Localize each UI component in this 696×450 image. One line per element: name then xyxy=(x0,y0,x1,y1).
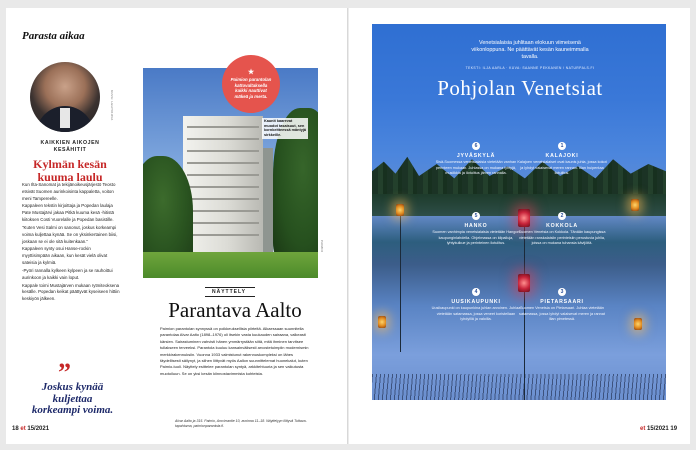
kicker-rule-top xyxy=(205,287,255,288)
column-kicker: KAIKKIEN AIKOJEN KESÄHITIT xyxy=(40,140,100,154)
venue-text: Kalajoen venetsialaiset ovat kaunis juhla, jossa kokot ja lyhdyt valaisevat meren rannan. Illan huipentaa ilotulitus. xyxy=(517,160,607,175)
article-kicker: NÄYTTELY xyxy=(212,289,246,295)
venue-title: JYVÄSKYLÄ xyxy=(456,153,496,159)
page-number: 18 xyxy=(12,426,19,432)
venue-text: Suomen Venetsia on Pietarsaari. Juhlaa vietetään satamassa, jossa lyhdyt valaisevat meren ja rannat illan pimetessä. xyxy=(519,306,605,321)
column-paragraph: "Kuten Vesi Salmi on sanonut, joskus korkeampi voima kuljettaa kynää. Se on yksinkertainen biisi, joskaan se ei ole sitä kuitenkaan." xyxy=(22,224,118,244)
venue-text: Sisä-Suomessa venetsialaisia vietetään vanhan perinteen mukaan. Juhlassa on mukana lyhtyjä, musiikkia ja ilotulitus järven rannalla. xyxy=(435,160,517,175)
section-title: Parasta aikaa xyxy=(22,30,85,42)
venue-title: UUSIKAUPUNKI xyxy=(451,299,501,305)
venue-item xyxy=(516,280,608,323)
venue-number: 5 xyxy=(472,212,480,220)
venue-number: 4 xyxy=(472,288,480,296)
venue-number: 2 xyxy=(558,212,566,220)
column-paragraph: -Pyöri rannalla kylkeen kylpeen ja se rauhoittui aurinkoon ja kaikki vain loput. xyxy=(22,267,113,280)
venue-text: Suomen Venetsia on Kokkola. Tänään kaupungissa vietetään ranskalaisiin perinteisiin perustuvia juhlia, joissa on mukana tuhansia kävijöitä. xyxy=(518,230,606,245)
venue-text: Uusikaupunki on kaupunkina juhlan arvoinen. Juhlaa vietetään satamassa, jossa veneet koristellaan lyhdyillä ja valoilla. xyxy=(431,306,521,321)
photo-credit: PAIMIO xyxy=(320,240,324,253)
issue-number: 15/2021 xyxy=(27,426,50,432)
venue-number: 3 xyxy=(558,288,566,296)
venue-title: PIETARSAARI xyxy=(540,299,584,305)
venue-item xyxy=(516,204,608,247)
author-portrait xyxy=(30,62,100,132)
lantern-pole xyxy=(400,212,401,352)
article-body xyxy=(160,326,310,377)
column-body xyxy=(22,182,120,304)
venue-text: Suomen vanhimpia venetsialaisia vietetään Hangon kaupunginlahdella. Ohjelmassa on kilpailuja, lyhtykulkue ja perinteinen ilotulitus. xyxy=(432,230,520,245)
pull-quote: Joskus kynää kuljettaa korkeampi voima. xyxy=(31,381,114,417)
photo-caption: Kaunit kaarevat muodot tasaisuut, sen kornkeitteessä mäntyjä sirkkeille. xyxy=(264,119,306,138)
lantern-icon xyxy=(378,316,386,328)
portrait-shirt xyxy=(60,108,70,128)
venue-item xyxy=(516,134,608,177)
star-icon: ★ xyxy=(247,68,255,76)
lantern-icon xyxy=(396,204,404,216)
magazine-logo: et xyxy=(640,426,646,432)
red-badge xyxy=(222,55,280,113)
feature-title: Pohjolan Venetsiat xyxy=(437,76,603,100)
lantern-icon xyxy=(634,318,642,330)
article-title: Parantava Aalto xyxy=(168,298,302,322)
quote-mark-icon: ” xyxy=(58,358,71,387)
sanatorium-building xyxy=(183,116,263,256)
right-page-number xyxy=(640,426,677,432)
issue-number: 15/2021 xyxy=(647,426,669,432)
venue-number: 6 xyxy=(472,142,480,150)
column-paragraph: Kun Ilta-Sanomat ja tekijänoikeusjärjestö Teosto etsivät Suomen aurinkoisinta kappaletta, voiton meni Tampereelle. xyxy=(22,182,116,201)
magazine-logo: et xyxy=(20,426,26,432)
article-credit: TEKSTI: ILJA AARLA · KUVA: SAANNE PEKKANEN / NATURPALS.FI xyxy=(465,66,595,70)
venue-item xyxy=(430,204,522,247)
reeds xyxy=(372,374,666,400)
badge-text: Paimion parantolan kattovaltaksella kaikki nauttivat mäkeä ja merta. xyxy=(230,77,272,99)
venue-title: KOKKOLA xyxy=(546,223,578,229)
article-paragraph: Paimion parantolan synnyssä on poikkeuksellisia piirteitä. Alkaessaan suunnitella parantolaa Alvar Aalto (1898–1976) oli itsekin vasta kuukauden sairaana, valkeasti kärsien. Sairastuminen vahvisti hänen ymmärrystään siitä, mitä ihminen tarvitsee tullakseen terveeksi. Parantola kuuluu kansainvälisesti arvostetuimpiin modernismin merkkirakennuksiin. Vuonna 1933 valmistunut rakennuskompleksi on lähes täydellisesti säilynyt, ja siihen liittyvät myös Aallon suunnittelemat huonekalut, kuten Paimio-tuoli. Näyttely esittelee parantolan syntyä, arkkitehtuuria ja sen vaikutusta muotoiluun. Se on yksi kesän kiinnostavimmista kohteista. xyxy=(160,326,309,376)
venue-number: 1 xyxy=(558,142,566,150)
column-paragraph: Kappale toimi Mustajärven mukaan rytmiteoksena kesälle. Popedan keikat päättyvät kyseiseen hittiin keskiyön jälkeen. xyxy=(22,282,120,302)
photo-lawn xyxy=(143,252,318,278)
kicker-rule-bottom xyxy=(205,296,255,297)
page-gutter xyxy=(347,8,349,444)
venue-item xyxy=(430,280,522,323)
left-page-number xyxy=(12,426,49,432)
photo-credit: KUVA: LEHTIKUVA xyxy=(110,90,114,121)
column-paragraph: Kappaleen tekstin kirjoittaja ja Popedan laulaja Pate Mustajärvi jakaa Pitkä kuuma kesä -hitistä kiitoksen Costi Vuorelalle ja Popedan basistille. xyxy=(22,203,114,223)
article-caption: Alvar Aalto ja 315. Paimio, Arovirrantie 10, avoinna 11–18. Näyttelyyn liittyvä Tuttava-tapahtuma, paimionparantola.fi. xyxy=(175,419,307,428)
column-headline: Kylmän kesän kuuma laulu xyxy=(33,157,107,184)
lantern-icon xyxy=(631,199,639,211)
venue-title: KALAJOKI xyxy=(545,153,579,159)
venue-title: HANKO xyxy=(464,223,488,229)
page-number: 19 xyxy=(670,426,678,432)
column-paragraph: Kappaleen synty osui Hanse-rockin myyttisimpään aikaan, kun kesät vielä olivat sateisia ja kylmiä. xyxy=(22,246,108,266)
article-intro: Venetsialaisia juhlitaan elokuun viimeisenä viikonloppuna. Ne päättävät kesän kauneimmalla tavalla. xyxy=(471,40,589,61)
venue-item xyxy=(430,134,522,177)
